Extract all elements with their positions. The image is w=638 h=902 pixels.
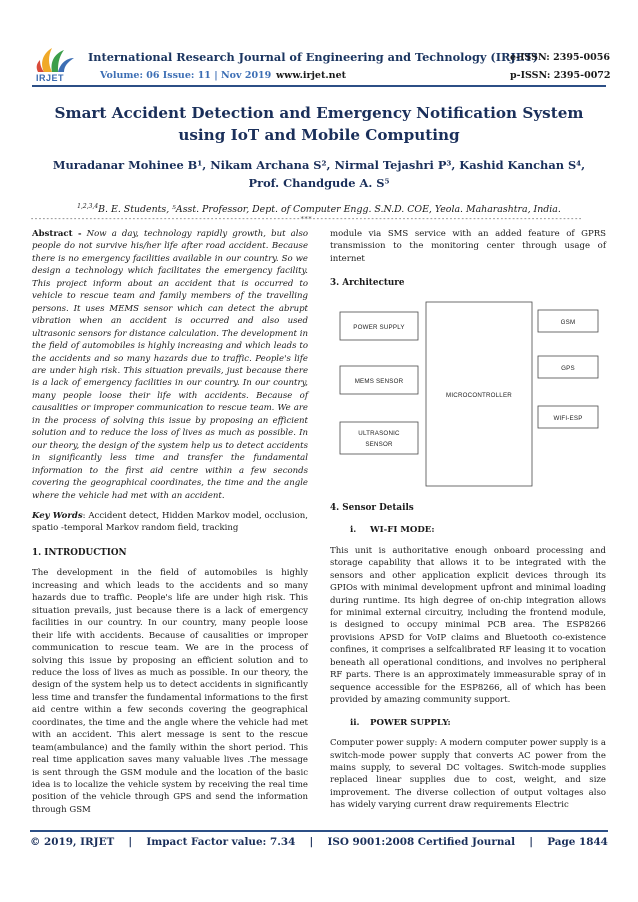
journal-name: International Research Journal of Engineering and Technology (IRJET) xyxy=(88,50,539,64)
keywords xyxy=(32,510,308,535)
abstract-text: Now a day, technology rapidly growth, but also people do not survive his/her life after road accident. Because there is no emergency facilities available in our country. So we design a technology which facilitates the emergency facility. This project inform about an accident that is occurred to vehicle to rescue team and family members of the travelling persons. It uses MEMS sensor which can detect the abrupt vibration when an accident is occurred and also used ultrasonic sensors for distance calculation. The development in the field of automobiles is highly increasing and which leads to the accidents and so many hazards due to traffic. People's life are under high risk. This situation prevails, just because there is a lack of emergency facilities in our country. In our country, many people loose their life with accidents. Because of causalities or improper communication to rescue team. We are in the process of solving this issue by proposing an efficient solution and to reduce the loss of lives as much as possible. In our theory, the design of the system help us to detect accidents in significantly less time and transfer the fundamental information to the first aid centre within a few seconds covering the geographical coordinates, the time and the angle where the vehicle had met with an accident. xyxy=(32,229,308,501)
footer-copyright: © 2019, IRJET xyxy=(30,836,115,848)
power-supply-number: ii. xyxy=(350,717,360,728)
journal-website[interactable]: www.irjet.net xyxy=(276,70,347,81)
authors-line-2: Prof. Chandgude A. S⁵ xyxy=(248,176,390,190)
wifi-esp-label: WIFI-ESP xyxy=(553,414,583,422)
header-rule xyxy=(32,85,606,87)
architecture-diagram xyxy=(330,298,606,490)
keywords-text: : Accident detect, Hidden Markov model, occlusion, spatio -temporal Markov random field, tracking xyxy=(32,510,308,534)
section-separator: ---------------------------------------------------------------------***--------------------------------------------------------------------- xyxy=(30,215,582,223)
footer-impact: Impact Factor value: 7.34 xyxy=(146,836,296,848)
sensor-details-heading: 4. Sensor Details xyxy=(330,502,414,513)
ultrasonic-label-1: ULTRASONIC xyxy=(358,429,400,437)
power-supply-text: Computer power supply: A modern computer power supply is a switch-mode power supply that converts AC power from the mains supply, to several DC voltages. Switch-mode supplies replaced linear supplies due to cost, weight, and size improvement. The diverse collection of output voltages also has widely varying current draw requirements Electric xyxy=(330,738,606,811)
power-supply-title: POWER SUPPLY: xyxy=(370,717,451,728)
intro-heading: 1. INTRODUCTION xyxy=(32,547,127,558)
paper-authors xyxy=(30,156,608,192)
footer-rule xyxy=(30,830,608,832)
intro-text: The development in the field of automobiles is highly increasing and which leads to the accidents and so many hazards due to traffic. People's life are under high risk. This situation prevails, just because there is a lack of emergency facilities in our country. In our country, many people loose their life with accidents. Because of causalities or improper communication to rescue team. We are in the process of solving this issue by proposing an efficient solution and to reduce the loss of lives as much as possible. In our theory, the design of the system help us to detect accidents in significantly less time and transfer the fundamental informations to the first aid centre within a few seconds covering the geographical coordinates, the time and the angle where the vehicle had met with an accident. This alert message is sent to the rescue team(ambulance) and the family within the short period. This real time application saves many valuable lives .The message is sent through the GSM module and the location of the basic idea is to localize the vehicle system by receiving the real time position of the vehicle through GPS and send the information through GSM xyxy=(32,568,308,815)
footer-divider: | xyxy=(128,836,133,848)
abstract xyxy=(32,228,308,502)
e-issn: e-ISSN: 2395-0056 xyxy=(510,52,610,63)
gsm-label: GSM xyxy=(560,318,576,326)
logo-text: IRJET xyxy=(36,73,65,83)
footer-iso: ISO 9001:2008 Certified Journal xyxy=(327,836,516,848)
wifi-mode-text: This unit is authoritative enough onboard processing and storage capability that allows it to be integrated with the sensors and other application explicit devices through its GPIOs with minimal development upfront and minimal loading during runtime. Its high degree of on-chip integration allows for minimal external circuitry, including the frontend module, is designed to occupy minimal PCB area. The ESP8266 provisions APSD for VoIP claims and Bluetooth co-existence confines, it comprises a selfcalibrated RF leasing it to vocation beneath all operational conditions, and involves no peripheral RF parts. There is an approximately immeasurable spray of in sequence accessible for the ESP8266, all of which has been provided by amazing community support. xyxy=(330,545,606,706)
mems-sensor-label: MEMS SENSOR xyxy=(354,377,404,385)
volume-issue: Volume: 06 Issue: 11 | Nov 2019 xyxy=(100,70,272,81)
power-supply-heading xyxy=(330,717,606,729)
wifi-mode-title: WI-FI MODE: xyxy=(370,525,435,536)
footer-page: Page 1844 xyxy=(547,836,608,848)
ultrasonic-label-2: SENSOR xyxy=(365,440,393,448)
power-supply-label: POWER SUPPLY xyxy=(353,323,405,331)
footer-divider: | xyxy=(309,836,314,848)
wifi-mode-number: i. xyxy=(350,525,357,536)
affiliation-text: B. E. Students, ⁵Asst. Professor, Dept. of Computer Engg. S.N.D. COE, Yeola. Maharashtra, India. xyxy=(98,204,561,216)
affiliation xyxy=(30,203,608,215)
abstract-label: Abstract - xyxy=(32,229,82,239)
p-issn: p-ISSN: 2395-0072 xyxy=(510,70,611,81)
wifi-mode-heading xyxy=(330,524,606,536)
architecture-heading: 3. Architecture xyxy=(330,278,405,289)
page-footer xyxy=(30,836,608,848)
continued-text: module via SMS service with an added feature of GPRS transmission to the monitoring center through usage of internet xyxy=(330,229,606,264)
footer-divider: | xyxy=(529,836,534,848)
affiliation-superscript: 1,2,3,4 xyxy=(77,203,99,210)
left-column xyxy=(32,228,308,816)
gps-label: GPS xyxy=(561,364,575,372)
microcontroller-label: MICROCONTROLLER xyxy=(446,391,512,399)
paper-title: Smart Accident Detection and Emergency Notification System using IoT and Mobile Computing xyxy=(54,104,584,144)
authors-line-1: Muradanar Mohinee B¹, Nikam Archana S², Nirmal Tejashri P³, Kashid Kanchan S⁴, xyxy=(52,158,586,172)
right-column xyxy=(330,228,606,812)
keywords-label: Key Words xyxy=(32,510,83,521)
